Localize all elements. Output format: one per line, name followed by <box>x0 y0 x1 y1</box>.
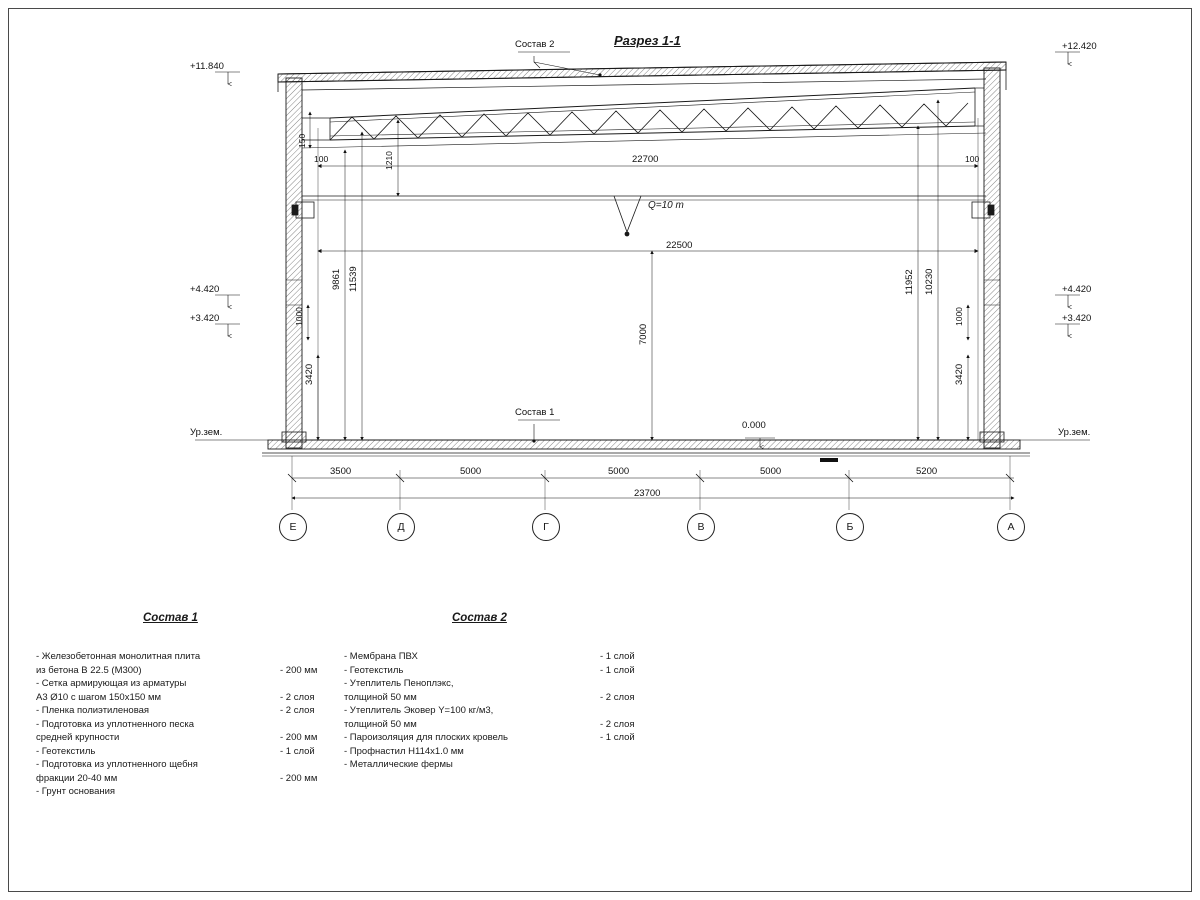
dim-150: 150 <box>297 133 307 148</box>
dim-3420-left: 3420 <box>304 363 315 385</box>
list-item-qty: - 200 мм <box>280 772 318 784</box>
axis-bubble-g: Г <box>532 513 560 541</box>
dim-1000-right: 1000 <box>954 307 964 326</box>
list-item-qty: - 2 слоя <box>280 705 315 716</box>
level-zero: 0.000 <box>742 420 766 431</box>
page-title: Разрез 1-1 <box>614 33 681 48</box>
sostav1-quantities <box>280 650 317 799</box>
list-item-qty <box>600 704 635 718</box>
callout-sostav1: Состав 1 <box>515 407 555 418</box>
list-item-qty <box>280 718 317 732</box>
list-item: - Металлические фермы <box>344 759 453 770</box>
dim-100-right: 100 <box>965 154 980 164</box>
level-right-3: +3.420 <box>1062 313 1092 324</box>
dim-chain-2: 5000 <box>460 466 482 477</box>
dim-22700: 22700 <box>632 154 659 165</box>
list-item: из бетона В 22.5 (М300) <box>36 664 142 676</box>
list-item: толщиной 50 мм <box>344 691 417 703</box>
list-item-qty <box>600 745 635 759</box>
dim-1210: 1210 <box>384 151 394 170</box>
level-right-2: +4.420 <box>1062 284 1092 295</box>
list-item: фракции 20-40 мм <box>36 772 118 784</box>
list-item: - Утеплитель Эковер Y=100 кг/м3, <box>344 705 494 716</box>
list-item-qty: - 2 слоя <box>600 691 635 703</box>
list-item-qty: - 1 слой <box>600 732 635 743</box>
list-item-qty <box>280 650 317 664</box>
dim-22500: 22500 <box>666 240 693 251</box>
level-right-ground: Ур.зем. <box>1058 427 1091 438</box>
dim-chain-1: 3500 <box>330 466 352 477</box>
level-left-1: +11.840 <box>190 61 224 72</box>
list-item: - Железобетонная монолитная плита <box>36 651 201 662</box>
callout-sostav2: Состав 2 <box>515 39 555 50</box>
list-item-qty: - 1 слой <box>600 664 635 676</box>
level-right-1: +12.420 <box>1062 41 1097 52</box>
sostav2-title: Состав 2 <box>452 612 507 624</box>
sostav1-items <box>36 650 200 799</box>
list-item-qty: - 200 мм <box>280 664 318 676</box>
list-item-qty <box>600 758 635 772</box>
list-item-qty <box>280 785 317 799</box>
list-item: - Сетка армирующая из арматуры <box>36 678 187 689</box>
list-item-qty: - 1 слой <box>280 745 315 757</box>
list-item-qty <box>600 677 635 691</box>
dim-total: 23700 <box>634 488 661 499</box>
axis-bubble-v: В <box>687 513 715 541</box>
list-item-qty <box>280 677 317 691</box>
dim-3420-right: 3420 <box>954 363 965 385</box>
list-item: - Пароизоляция для плоских кровель <box>344 732 509 743</box>
list-item: - Мембрана ПВХ <box>344 651 418 662</box>
list-item-qty: - 2 слоя <box>280 691 315 703</box>
dim-7000: 7000 <box>638 323 649 345</box>
dim-9861: 9861 <box>331 268 342 290</box>
list-item: - Профнастил Н114х1.0 мм <box>344 745 464 757</box>
list-item-qty <box>280 758 317 772</box>
axis-bubble-e: Е <box>279 513 307 541</box>
level-left-ground: Ур.зем. <box>190 427 223 438</box>
dim-chain-4: 5000 <box>760 466 782 477</box>
axis-bubble-b: Б <box>836 513 864 541</box>
list-item: А3 Ø10 с шагом 150х150 мм <box>36 691 162 703</box>
list-item-qty: - 200 мм <box>280 732 318 743</box>
list-item: - Подготовка из уплотненного щебня <box>36 759 198 770</box>
list-item-qty: - 2 слоя <box>600 718 635 730</box>
axis-bubble-a: А <box>997 513 1025 541</box>
dim-10230: 10230 <box>924 268 935 295</box>
dim-chain-3: 5000 <box>608 466 630 477</box>
level-left-2: +4.420 <box>190 284 220 295</box>
level-left-3: +3.420 <box>190 313 220 324</box>
list-item: - Пленка полиэтиленовая <box>36 705 150 716</box>
list-item: средней крупности <box>36 732 120 743</box>
sostav2-items <box>344 650 508 772</box>
sostav2-quantities <box>600 650 635 772</box>
list-item-qty: - 1 слой <box>600 651 635 662</box>
axis-bubble-d: Д <box>387 513 415 541</box>
dim-1000-left: 1000 <box>294 307 304 326</box>
list-item: толщиной 50 мм <box>344 718 417 730</box>
dim-11539: 11539 <box>348 266 359 292</box>
dim-100-left: 100 <box>314 154 329 164</box>
dim-chain-5: 5200 <box>916 466 938 477</box>
sostav1-title: Состав 1 <box>143 612 198 624</box>
list-item: - Подготовка из уплотненного песка <box>36 718 195 730</box>
crane-capacity-label: Q=10 т <box>648 200 684 211</box>
list-item: - Геотекстиль <box>36 745 96 757</box>
list-item: - Утеплитель Пеноплэкс, <box>344 678 454 689</box>
list-item: - Грунт основания <box>36 786 116 797</box>
list-item: - Геотекстиль <box>344 664 404 676</box>
dim-11952: 11952 <box>904 269 915 295</box>
